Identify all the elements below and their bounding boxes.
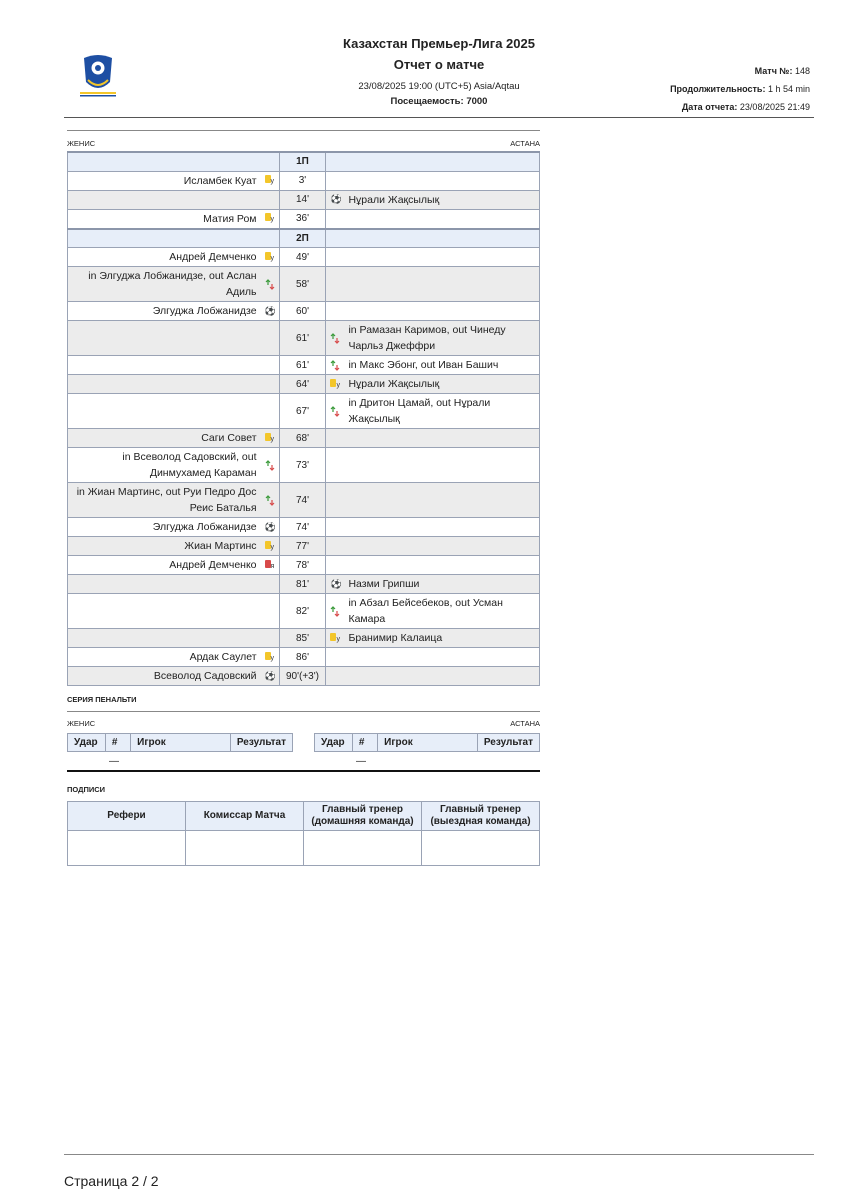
penalty-home-table xyxy=(67,733,293,752)
away-event-text: in Макс Эбонг, out Иван Башич xyxy=(348,359,499,371)
penalty-home-team: ЖЕНИС xyxy=(67,719,96,728)
event-minute: 67' xyxy=(279,394,326,429)
period-label: 1П xyxy=(279,152,326,171)
sig-referee: Рефери xyxy=(68,802,186,831)
home-event-text: in Элгуджа Лобжанидзе, out Аслан Адиль xyxy=(88,270,257,298)
col-shot: Удар xyxy=(68,734,106,752)
red-card-icon xyxy=(265,560,275,571)
substitution-icon xyxy=(330,406,340,417)
sig-cell xyxy=(186,831,304,866)
yellow-card-icon xyxy=(265,652,275,663)
event-row xyxy=(68,448,540,483)
home-event-text: Андрей Демченко xyxy=(169,251,257,263)
event-row xyxy=(68,248,540,267)
home-event-text: in Всеволод Садовский, out Динмухамед Караман xyxy=(122,451,257,479)
goal-icon: ⚽ xyxy=(264,670,276,681)
home-event-text: Исламбек Куат xyxy=(183,174,257,187)
event-row xyxy=(68,375,540,394)
yellow-card-icon xyxy=(265,541,275,552)
sig-cell xyxy=(68,831,186,866)
away-event-text: in Дритон Цамай, out Нұрали Жақсылық xyxy=(348,397,491,425)
away-event-text: Назми Грипши xyxy=(348,578,420,590)
event-row xyxy=(68,594,540,629)
away-team-name: АСТАНА xyxy=(510,139,540,148)
page-footer xyxy=(64,1154,814,1189)
events-section xyxy=(67,130,540,686)
event-minute: 14' xyxy=(279,190,326,209)
event-row xyxy=(68,483,540,518)
penalty-away-team: АСТАНА xyxy=(510,719,540,728)
yellow-card-icon xyxy=(265,213,275,224)
home-event-text: Элгуджа Лобжанидзе xyxy=(152,305,257,317)
match-datetime: 23/08/2025 19:00 (UTC+5) Asia/Aqtau xyxy=(358,81,520,92)
event-minute: 82' xyxy=(279,594,326,629)
col-player: Игрок xyxy=(131,734,231,752)
match-no: 148 xyxy=(794,66,810,76)
report-date-label: Дата отчета: xyxy=(681,102,738,112)
period-label: 2П xyxy=(279,229,326,248)
event-row xyxy=(68,356,540,375)
event-row xyxy=(68,190,540,209)
event-minute: 60' xyxy=(279,302,326,321)
col-player: Игрок xyxy=(378,734,478,752)
event-minute: 68' xyxy=(279,429,326,448)
penalty-section xyxy=(67,695,540,767)
event-minute: 73' xyxy=(279,448,326,483)
substitution-icon xyxy=(330,606,340,617)
event-row xyxy=(68,429,540,448)
event-minute: 86' xyxy=(279,648,326,667)
event-minute: 90'(+3') xyxy=(279,667,326,686)
home-event-text: Андрей Демченко xyxy=(169,559,257,571)
sig-home-coach: Главный тренер (домашняя команда) xyxy=(304,802,422,831)
home-event-text: in Жиан Мартинс, out Руи Педро Дос Реис Баталья xyxy=(76,486,257,514)
yellow-card-icon xyxy=(330,379,340,390)
period-header xyxy=(68,229,540,248)
away-event-text: in Абзал Бейсебеков, out Усман Камара xyxy=(348,597,503,625)
sig-away-coach: Главный тренер (выездная команда) xyxy=(422,802,540,831)
duration: 1 h 54 min xyxy=(767,84,810,94)
event-row xyxy=(68,267,540,302)
away-event-text: Бранимир Калаица xyxy=(348,632,443,644)
event-row xyxy=(68,302,540,321)
event-minute: 74' xyxy=(279,483,326,518)
goal-icon: ⚽ xyxy=(330,194,342,204)
col-result: Результат xyxy=(230,734,292,752)
goal-icon: ⚽ xyxy=(264,305,276,316)
event-minute: 36' xyxy=(279,209,326,229)
match-no-label: Матч №: xyxy=(754,66,793,76)
event-row xyxy=(68,648,540,667)
event-row xyxy=(68,171,540,190)
event-row xyxy=(68,518,540,537)
period-header xyxy=(68,152,540,171)
sig-commissioner: Комиссар Матча xyxy=(186,802,304,831)
home-event-text: Саги Совет xyxy=(201,432,257,444)
report-header xyxy=(64,30,814,118)
event-minute: 78' xyxy=(279,556,326,575)
yellow-card-icon xyxy=(265,433,275,444)
penalty-away-empty: — xyxy=(356,756,366,767)
penalty-away-table xyxy=(314,733,540,752)
event-minute: 49' xyxy=(279,248,326,267)
teams-row xyxy=(67,130,540,151)
duration-label: Продолжительность: xyxy=(670,84,766,94)
attendance: Посещаемость: 7000 xyxy=(390,96,488,107)
away-event-text: in Рамазан Каримов, out Чинеду Чарльз Джеффри xyxy=(348,324,506,352)
substitution-icon xyxy=(330,360,340,371)
goal-icon: ⚽ xyxy=(264,521,276,532)
event-row xyxy=(68,394,540,429)
substitution-icon xyxy=(330,333,340,344)
event-row xyxy=(68,209,540,229)
away-event-text: Нұрали Жақсылық xyxy=(348,193,440,206)
penalty-goal-icon: ⚽ xyxy=(330,578,342,589)
substitution-icon xyxy=(265,279,275,290)
col-number: # xyxy=(105,734,130,752)
penalty-teams xyxy=(67,712,540,728)
header-center xyxy=(274,35,604,107)
event-minute: 85' xyxy=(279,629,326,648)
event-minute: 81' xyxy=(279,575,326,594)
home-event-text: Матия Ром xyxy=(203,212,257,225)
page-number: Страница 2 / 2 xyxy=(64,1173,159,1189)
signatures-table xyxy=(67,801,540,866)
away-event-text: Нұрали Жақсылық xyxy=(348,378,440,390)
col-number: # xyxy=(352,734,377,752)
yellow-card-icon xyxy=(265,175,275,186)
substitution-icon xyxy=(265,495,275,506)
header-meta xyxy=(670,62,810,116)
home-team-name: ЖЕНИС xyxy=(67,139,96,148)
yellow-card-icon xyxy=(330,633,340,644)
home-event-text: Ардак Саулет xyxy=(189,651,257,663)
home-event-text: Всеволод Садовский xyxy=(153,670,257,682)
yellow-card-icon xyxy=(265,252,275,263)
home-event-text: Элгуджа Лобжанидзе xyxy=(152,521,257,533)
event-row xyxy=(68,537,540,556)
event-row xyxy=(68,556,540,575)
event-minute: 64' xyxy=(279,375,326,394)
league-logo-icon xyxy=(78,54,118,100)
penalty-home-empty: — xyxy=(109,756,119,767)
col-result: Результат xyxy=(477,734,539,752)
substitution-icon xyxy=(265,460,275,471)
event-row xyxy=(68,629,540,648)
events-table xyxy=(67,151,540,686)
signatures-title: ПОДПИСИ xyxy=(67,785,106,794)
event-row xyxy=(68,667,540,686)
event-row xyxy=(68,321,540,356)
report-date: 23/08/2025 21:49 xyxy=(739,102,810,112)
event-minute: 3' xyxy=(279,171,326,190)
event-row xyxy=(68,575,540,594)
report-title: Отчет о матче xyxy=(393,57,485,72)
sig-cell xyxy=(422,831,540,866)
event-minute: 61' xyxy=(279,321,326,356)
league-title: Казахстан Премьер-Лига 2025 xyxy=(343,36,535,51)
event-minute: 74' xyxy=(279,518,326,537)
event-minute: 77' xyxy=(279,537,326,556)
signatures-section xyxy=(67,785,540,866)
col-shot: Удар xyxy=(315,734,353,752)
event-minute: 58' xyxy=(279,267,326,302)
event-minute: 61' xyxy=(279,356,326,375)
divider xyxy=(67,770,540,772)
home-event-text: Жиан Мартинс xyxy=(184,540,257,552)
sig-cell xyxy=(304,831,422,866)
penalty-title: СЕРИЯ ПЕНАЛЬТИ xyxy=(67,695,137,704)
